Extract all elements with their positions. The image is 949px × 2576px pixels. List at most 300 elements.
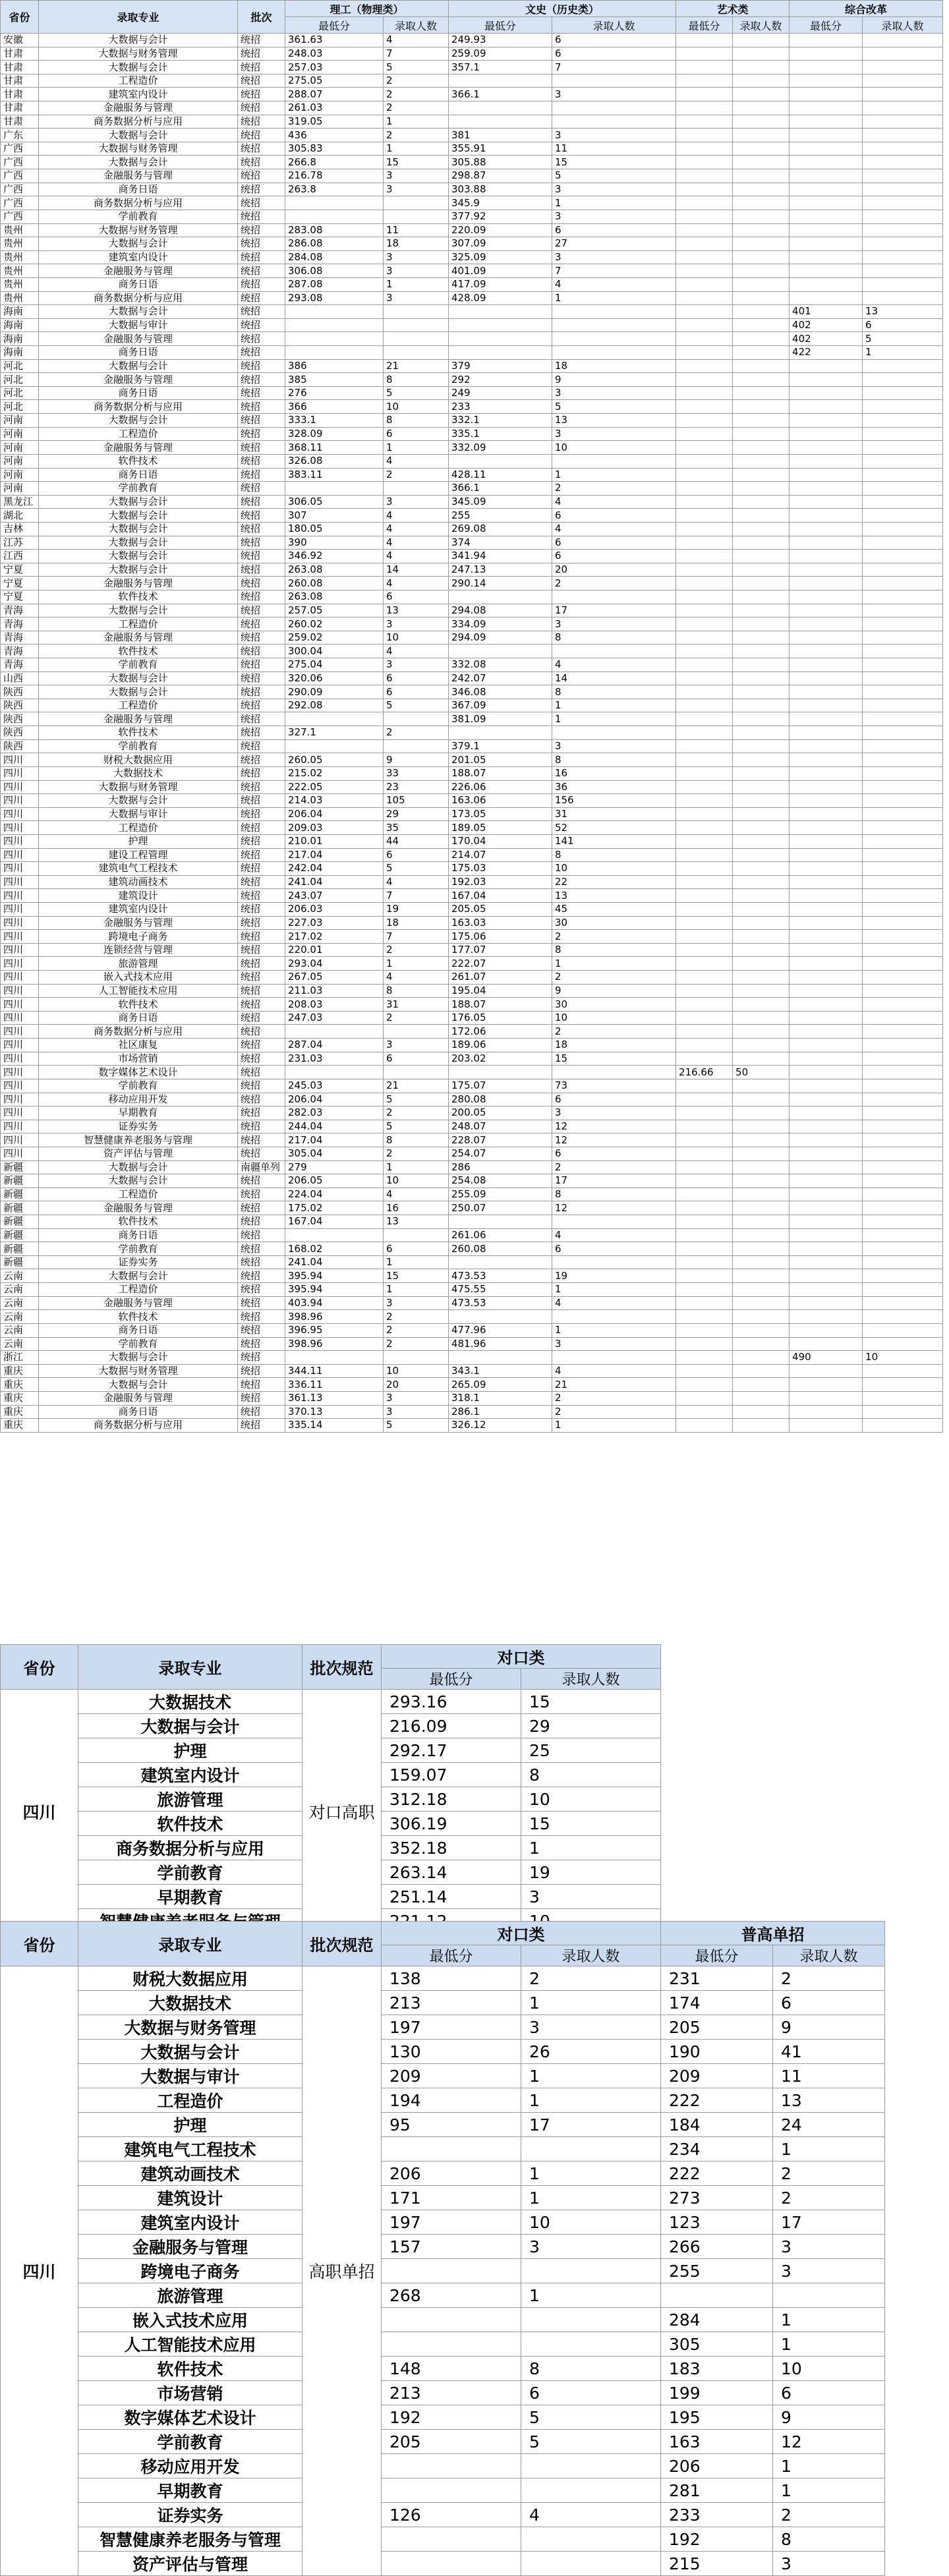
major-cell: 建筑室内设计 bbox=[39, 903, 238, 917]
reform-min-cell bbox=[790, 264, 863, 278]
putong-min-cell: 184 bbox=[661, 2113, 773, 2137]
liberal-min-cell: 176.05 bbox=[449, 1011, 552, 1025]
province-cell: 河北 bbox=[1, 386, 39, 400]
art-min-cell bbox=[676, 522, 733, 536]
science-min-cell: 288.07 bbox=[285, 88, 384, 101]
major-cell: 金融服务与管理 bbox=[39, 332, 238, 346]
science-min-cell: 257.05 bbox=[285, 604, 384, 617]
science-count-cell bbox=[384, 482, 449, 496]
province-cell: 吉林 bbox=[1, 522, 39, 536]
liberal-min-cell: 242.07 bbox=[449, 672, 552, 685]
art-min-cell bbox=[676, 875, 733, 889]
art-min-cell bbox=[676, 454, 733, 468]
reform-count-cell bbox=[863, 1201, 943, 1215]
art-count-cell bbox=[733, 454, 790, 468]
putong-count-cell: 17 bbox=[773, 2210, 885, 2235]
liberal-min-cell: 332.1 bbox=[449, 414, 552, 428]
duikou-count-cell: 26 bbox=[521, 2040, 661, 2064]
reform-min-cell bbox=[790, 156, 863, 169]
science-count-cell: 2 bbox=[384, 943, 449, 957]
art-min-cell bbox=[676, 590, 733, 604]
liberal-count-cell: 18 bbox=[552, 359, 676, 373]
major-cell: 软件技术 bbox=[39, 1310, 238, 1324]
art-min-cell bbox=[676, 984, 733, 998]
liberal-count-cell: 2 bbox=[552, 482, 676, 496]
reform-min-cell bbox=[790, 930, 863, 944]
province-cell: 新疆 bbox=[1, 1188, 39, 1201]
province-cell: 河南 bbox=[1, 468, 39, 482]
putong-min-cell: 233 bbox=[661, 2503, 773, 2527]
province-cell: 贵州 bbox=[1, 250, 39, 264]
major-cell: 软件技术 bbox=[39, 726, 238, 740]
art-count-cell bbox=[733, 699, 790, 712]
art-count-cell bbox=[733, 1079, 790, 1093]
science-min-cell: 326.08 bbox=[285, 454, 384, 468]
art-min-cell bbox=[676, 563, 733, 577]
batch-cell: 统招 bbox=[238, 794, 285, 808]
major-cell: 软件技术 bbox=[39, 998, 238, 1012]
batch-cell: 统招 bbox=[238, 454, 285, 468]
art-min-cell bbox=[676, 834, 733, 848]
art-min-cell bbox=[676, 1106, 733, 1120]
art-min-cell bbox=[676, 1364, 733, 1378]
reform-count-cell bbox=[863, 277, 943, 291]
reform-min-cell: 401 bbox=[790, 305, 863, 319]
art-count-cell bbox=[733, 1147, 790, 1160]
reform-min-cell bbox=[790, 196, 863, 210]
liberal-min-cell: 250.07 bbox=[449, 1201, 552, 1215]
count-cell: 29 bbox=[521, 1714, 661, 1738]
art-min-cell bbox=[676, 807, 733, 821]
liberal-min-cell: 355.91 bbox=[449, 142, 552, 156]
province-cell: 四川 bbox=[1, 1133, 39, 1147]
major-cell: 人工智能技术应用 bbox=[39, 984, 238, 998]
science-count-cell: 5 bbox=[384, 862, 449, 876]
table-row bbox=[1, 2357, 885, 2381]
science-min-cell: 361.63 bbox=[285, 34, 384, 47]
reform-min-cell bbox=[790, 1242, 863, 1256]
putong-min-cell: 284 bbox=[661, 2308, 773, 2332]
count-cell: 15 bbox=[521, 1690, 661, 1714]
reform-count-cell bbox=[863, 658, 943, 672]
duikou-count-cell: 3 bbox=[521, 2235, 661, 2259]
batch-cell: 统招 bbox=[238, 1323, 285, 1337]
table-row bbox=[1, 821, 943, 835]
reform-min-cell bbox=[790, 1323, 863, 1337]
province-cell: 陕西 bbox=[1, 685, 39, 699]
art-count-cell bbox=[733, 780, 790, 794]
reform-count-cell bbox=[863, 590, 943, 604]
province-cell: 四川 bbox=[1, 834, 39, 848]
putong-min-cell bbox=[661, 2283, 773, 2308]
putong-count-cell: 2 bbox=[773, 2186, 885, 2210]
danzhao-header-province: 省份 bbox=[1, 1922, 78, 1966]
science-min-cell: 208.03 bbox=[285, 998, 384, 1012]
province-cell: 河北 bbox=[1, 359, 39, 373]
header-count: 录取人数 bbox=[733, 17, 790, 34]
major-cell: 商务日语 bbox=[39, 346, 238, 360]
table-row bbox=[1, 277, 943, 291]
art-min-cell bbox=[676, 115, 733, 129]
art-count-cell bbox=[733, 1025, 790, 1039]
liberal-count-cell bbox=[552, 1215, 676, 1229]
major-cell: 大数据与会计 bbox=[39, 563, 238, 577]
putong-min-cell: 255 bbox=[661, 2259, 773, 2283]
reform-count-cell bbox=[863, 156, 943, 169]
table-row bbox=[1, 2161, 885, 2186]
reform-count-cell bbox=[863, 1378, 943, 1392]
province-cell: 宁夏 bbox=[1, 563, 39, 577]
duikou-header-province: 省份 bbox=[1, 1645, 78, 1690]
liberal-count-cell: 6 bbox=[552, 223, 676, 237]
major-cell: 早期教育 bbox=[78, 2478, 302, 2503]
art-count-cell bbox=[733, 590, 790, 604]
reform-min-cell bbox=[790, 468, 863, 482]
batch-cell: 统招 bbox=[238, 1215, 285, 1229]
liberal-count-cell: 2 bbox=[552, 1025, 676, 1039]
liberal-count-cell: 141 bbox=[552, 834, 676, 848]
reform-min-cell bbox=[790, 780, 863, 794]
duikou-count-cell: 2 bbox=[521, 1966, 661, 1991]
reform-min-cell bbox=[790, 617, 863, 631]
major-cell: 证券实务 bbox=[39, 1120, 238, 1133]
art-count-cell bbox=[733, 359, 790, 373]
putong-count-cell: 1 bbox=[773, 2332, 885, 2357]
liberal-min-cell bbox=[449, 1255, 552, 1269]
province-cell: 甘肃 bbox=[1, 61, 39, 74]
batch-cell: 统招 bbox=[238, 617, 285, 631]
reform-min-cell bbox=[790, 1228, 863, 1242]
table-row bbox=[1, 1215, 943, 1229]
science-min-cell: 305.04 bbox=[285, 1147, 384, 1160]
science-count-cell: 3 bbox=[384, 495, 449, 509]
reform-count-cell bbox=[863, 1147, 943, 1160]
table-row bbox=[1, 916, 943, 930]
major-cell: 数字媒体艺术设计 bbox=[39, 1066, 238, 1079]
table-row bbox=[1, 1255, 943, 1269]
count-cell: 19 bbox=[521, 1860, 661, 1885]
reform-count-cell bbox=[863, 998, 943, 1012]
batch-cell: 统招 bbox=[238, 427, 285, 441]
batch-cell: 统招 bbox=[238, 903, 285, 917]
liberal-min-cell: 477.96 bbox=[449, 1323, 552, 1337]
science-min-cell: 292.08 bbox=[285, 699, 384, 712]
danzhao-header-min: 最低分 bbox=[382, 1945, 521, 1966]
table-row bbox=[1, 807, 943, 821]
province-cell: 云南 bbox=[1, 1337, 39, 1351]
reform-count-cell bbox=[863, 1025, 943, 1039]
reform-min-cell bbox=[790, 74, 863, 88]
liberal-min-cell: 367.09 bbox=[449, 699, 552, 712]
liberal-count-cell: 8 bbox=[552, 685, 676, 699]
batch-cell: 统招 bbox=[238, 277, 285, 291]
art-count-cell bbox=[733, 631, 790, 644]
art-count-cell bbox=[733, 441, 790, 455]
liberal-min-cell: 249.93 bbox=[449, 34, 552, 47]
liberal-count-cell: 3 bbox=[552, 129, 676, 142]
reform-min-cell bbox=[790, 522, 863, 536]
reform-count-cell bbox=[863, 264, 943, 278]
table-row bbox=[1, 2503, 885, 2527]
reform-count-cell bbox=[863, 672, 943, 685]
liberal-min-cell: 173.05 bbox=[449, 807, 552, 821]
science-min-cell: 241.04 bbox=[285, 1255, 384, 1269]
liberal-count-cell: 8 bbox=[552, 848, 676, 862]
liberal-count-cell: 1 bbox=[552, 1419, 676, 1433]
reform-min-cell bbox=[790, 984, 863, 998]
putong-min-cell: 305 bbox=[661, 2332, 773, 2357]
reform-min-cell bbox=[790, 1011, 863, 1025]
table-row bbox=[1, 1011, 943, 1025]
science-count-cell: 8 bbox=[384, 414, 449, 428]
danzhao-header-batch: 批次规范 bbox=[302, 1922, 382, 1966]
header-min: 最低分 bbox=[790, 17, 863, 34]
liberal-min-cell bbox=[449, 346, 552, 360]
reform-min-cell bbox=[790, 1174, 863, 1188]
province-cell: 海南 bbox=[1, 332, 39, 346]
duikou-count-cell bbox=[521, 2527, 661, 2552]
science-count-cell: 1 bbox=[384, 441, 449, 455]
major-cell: 大数据与审计 bbox=[39, 318, 238, 332]
reform-min-cell bbox=[790, 1378, 863, 1392]
science-count-cell: 21 bbox=[384, 1079, 449, 1093]
putong-count-cell: 41 bbox=[773, 2040, 885, 2064]
liberal-count-cell: 3 bbox=[552, 386, 676, 400]
reform-count-cell bbox=[863, 1419, 943, 1433]
reform-count-cell bbox=[863, 1310, 943, 1324]
major-cell: 大数据与会计 bbox=[39, 305, 238, 319]
science-count-cell bbox=[384, 305, 449, 319]
liberal-count-cell: 15 bbox=[552, 1052, 676, 1066]
major-cell: 大数据与财务管理 bbox=[39, 780, 238, 794]
duikou-min-cell: 213 bbox=[382, 2381, 521, 2405]
art-min-cell bbox=[676, 129, 733, 142]
count-cell: 10 bbox=[521, 1787, 661, 1812]
science-min-cell: 261.03 bbox=[285, 101, 384, 115]
art-count-cell bbox=[733, 250, 790, 264]
art-min-cell bbox=[676, 971, 733, 985]
table-row bbox=[1, 712, 943, 726]
liberal-count-cell: 3 bbox=[552, 1337, 676, 1351]
liberal-count-cell: 6 bbox=[552, 536, 676, 550]
reform-count-cell bbox=[863, 1269, 943, 1283]
science-count-cell: 6 bbox=[384, 427, 449, 441]
art-count-cell bbox=[733, 47, 790, 61]
reform-min-cell: 490 bbox=[790, 1351, 863, 1365]
major-cell: 金融服务与管理 bbox=[39, 631, 238, 644]
batch-cell: 统招 bbox=[238, 984, 285, 998]
reform-min-cell bbox=[790, 1364, 863, 1378]
reform-count-cell bbox=[863, 196, 943, 210]
province-cell: 新疆 bbox=[1, 1255, 39, 1269]
reform-count-cell bbox=[863, 971, 943, 985]
reform-min-cell bbox=[790, 400, 863, 414]
reform-min-cell bbox=[790, 644, 863, 658]
reform-count-cell bbox=[863, 373, 943, 387]
science-count-cell: 14 bbox=[384, 563, 449, 577]
major-cell: 护理 bbox=[78, 1738, 302, 1763]
batch-cell: 统招 bbox=[238, 930, 285, 944]
liberal-min-cell: 332.09 bbox=[449, 441, 552, 455]
table-row bbox=[1, 2332, 885, 2357]
art-min-cell bbox=[676, 332, 733, 346]
batch-cell: 统招 bbox=[238, 1419, 285, 1433]
table-row bbox=[1, 1039, 943, 1052]
liberal-count-cell: 17 bbox=[552, 1174, 676, 1188]
table-row bbox=[1, 1364, 943, 1378]
science-count-cell: 2 bbox=[384, 1323, 449, 1337]
liberal-min-cell: 247.13 bbox=[449, 563, 552, 577]
reform-min-cell bbox=[790, 875, 863, 889]
province-cell: 河南 bbox=[1, 414, 39, 428]
liberal-min-cell bbox=[449, 1215, 552, 1229]
science-count-cell: 4 bbox=[384, 536, 449, 550]
province-cell: 江苏 bbox=[1, 536, 39, 550]
art-min-cell bbox=[676, 495, 733, 509]
reform-min-cell bbox=[790, 373, 863, 387]
art-count-cell bbox=[733, 1174, 790, 1188]
batch-cell: 统招 bbox=[238, 468, 285, 482]
science-min-cell: 168.02 bbox=[285, 1242, 384, 1256]
province-cell: 海南 bbox=[1, 318, 39, 332]
table-row bbox=[1, 2235, 885, 2259]
major-cell: 工程造价 bbox=[39, 74, 238, 88]
science-min-cell bbox=[285, 482, 384, 496]
liberal-count-cell: 6 bbox=[552, 1093, 676, 1106]
art-min-cell bbox=[676, 644, 733, 658]
reform-count-cell bbox=[863, 1215, 943, 1229]
duikou-count-cell: 6 bbox=[521, 2381, 661, 2405]
batch-cell: 统招 bbox=[238, 210, 285, 223]
duikou-count-cell bbox=[521, 2259, 661, 2283]
province-cell: 云南 bbox=[1, 1296, 39, 1310]
province-cell: 重庆 bbox=[1, 1419, 39, 1433]
science-count-cell: 7 bbox=[384, 889, 449, 903]
liberal-count-cell: 1 bbox=[552, 699, 676, 712]
liberal-count-cell: 4 bbox=[552, 1296, 676, 1310]
table-row bbox=[1, 427, 943, 441]
liberal-count-cell: 22 bbox=[552, 875, 676, 889]
min-score-cell: 352.18 bbox=[382, 1836, 521, 1860]
table-row bbox=[1, 183, 943, 196]
liberal-min-cell: 201.05 bbox=[449, 753, 552, 767]
batch-cell: 统招 bbox=[238, 88, 285, 101]
reform-min-cell bbox=[790, 1391, 863, 1405]
reform-count-cell bbox=[863, 1093, 943, 1106]
liberal-min-cell: 255.09 bbox=[449, 1188, 552, 1201]
batch-cell: 统招 bbox=[238, 848, 285, 862]
major-cell: 市场营销 bbox=[78, 2381, 302, 2405]
reform-count-cell bbox=[863, 577, 943, 590]
liberal-count-cell: 10 bbox=[552, 1011, 676, 1025]
major-cell: 建筑室内设计 bbox=[39, 88, 238, 101]
reform-count-cell bbox=[863, 359, 943, 373]
table-row bbox=[1, 1991, 885, 2015]
liberal-min-cell: 381.09 bbox=[449, 712, 552, 726]
header-min: 最低分 bbox=[449, 17, 552, 34]
batch-cell: 统招 bbox=[238, 577, 285, 590]
art-count-cell bbox=[733, 1228, 790, 1242]
table-row bbox=[1, 699, 943, 712]
liberal-count-cell bbox=[552, 1066, 676, 1079]
liberal-count-cell bbox=[552, 454, 676, 468]
province-cell: 黑龙江 bbox=[1, 495, 39, 509]
reform-count-cell: 10 bbox=[863, 1351, 943, 1365]
liberal-count-cell bbox=[552, 1255, 676, 1269]
major-cell: 软件技术 bbox=[78, 1812, 302, 1836]
reform-min-cell: 402 bbox=[790, 318, 863, 332]
liberal-count-cell: 1 bbox=[552, 291, 676, 305]
table-row bbox=[1, 2040, 885, 2064]
batch-cell: 统招 bbox=[238, 414, 285, 428]
liberal-min-cell: 254.07 bbox=[449, 1147, 552, 1160]
duikou-min-cell: 205 bbox=[382, 2430, 521, 2454]
table-row bbox=[1, 74, 943, 88]
province-cell: 四川 bbox=[1, 957, 39, 971]
table-row bbox=[1, 2308, 885, 2332]
art-min-cell bbox=[676, 1079, 733, 1093]
liberal-count-cell bbox=[552, 115, 676, 129]
reform-count-cell bbox=[863, 862, 943, 876]
reform-min-cell bbox=[790, 563, 863, 577]
art-min-cell bbox=[676, 1242, 733, 1256]
liberal-count-cell: 2 bbox=[552, 577, 676, 590]
art-min-cell bbox=[676, 794, 733, 808]
batch-cell: 统招 bbox=[238, 509, 285, 523]
batch-cell: 统招 bbox=[238, 61, 285, 74]
danzhao-header-count: 录取人数 bbox=[773, 1945, 885, 1966]
count-cell: 3 bbox=[521, 1885, 661, 1909]
science-min-cell: 242.04 bbox=[285, 862, 384, 876]
table-row bbox=[1, 834, 943, 848]
major-cell: 旅游管理 bbox=[78, 1787, 302, 1812]
province-cell: 青海 bbox=[1, 617, 39, 631]
liberal-min-cell: 381 bbox=[449, 129, 552, 142]
putong-min-cell: 209 bbox=[661, 2064, 773, 2088]
reform-count-cell bbox=[863, 101, 943, 115]
liberal-count-cell: 8 bbox=[552, 1188, 676, 1201]
art-count-cell bbox=[733, 115, 790, 129]
art-min-cell bbox=[676, 1160, 733, 1174]
art-count-cell bbox=[733, 223, 790, 237]
province-cell: 四川 bbox=[1, 998, 39, 1012]
science-min-cell: 266.8 bbox=[285, 156, 384, 169]
art-count-cell bbox=[733, 1242, 790, 1256]
science-min-cell bbox=[285, 346, 384, 360]
liberal-count-cell: 1 bbox=[552, 957, 676, 971]
liberal-min-cell: 254.08 bbox=[449, 1174, 552, 1188]
art-min-cell bbox=[676, 414, 733, 428]
major-cell: 大数据与会计 bbox=[39, 522, 238, 536]
putong-min-cell: 199 bbox=[661, 2381, 773, 2405]
table-row bbox=[1, 617, 943, 631]
reform-min-cell bbox=[790, 889, 863, 903]
batch-cell: 统招 bbox=[238, 1310, 285, 1324]
batch-cell: 统招 bbox=[238, 1364, 285, 1378]
batch-cell: 统招 bbox=[238, 875, 285, 889]
count-cell: 8 bbox=[521, 1763, 661, 1787]
liberal-min-cell bbox=[449, 454, 552, 468]
reform-count-cell bbox=[863, 237, 943, 251]
science-count-cell: 2 bbox=[384, 468, 449, 482]
liberal-count-cell: 12 bbox=[552, 1201, 676, 1215]
reform-count-cell bbox=[863, 685, 943, 699]
table-row bbox=[1, 1269, 943, 1283]
major-cell: 建筑动画技术 bbox=[39, 875, 238, 889]
reform-min-cell bbox=[790, 1093, 863, 1106]
major-cell: 护理 bbox=[78, 2113, 302, 2137]
major-cell: 财税大数据应用 bbox=[39, 753, 238, 767]
